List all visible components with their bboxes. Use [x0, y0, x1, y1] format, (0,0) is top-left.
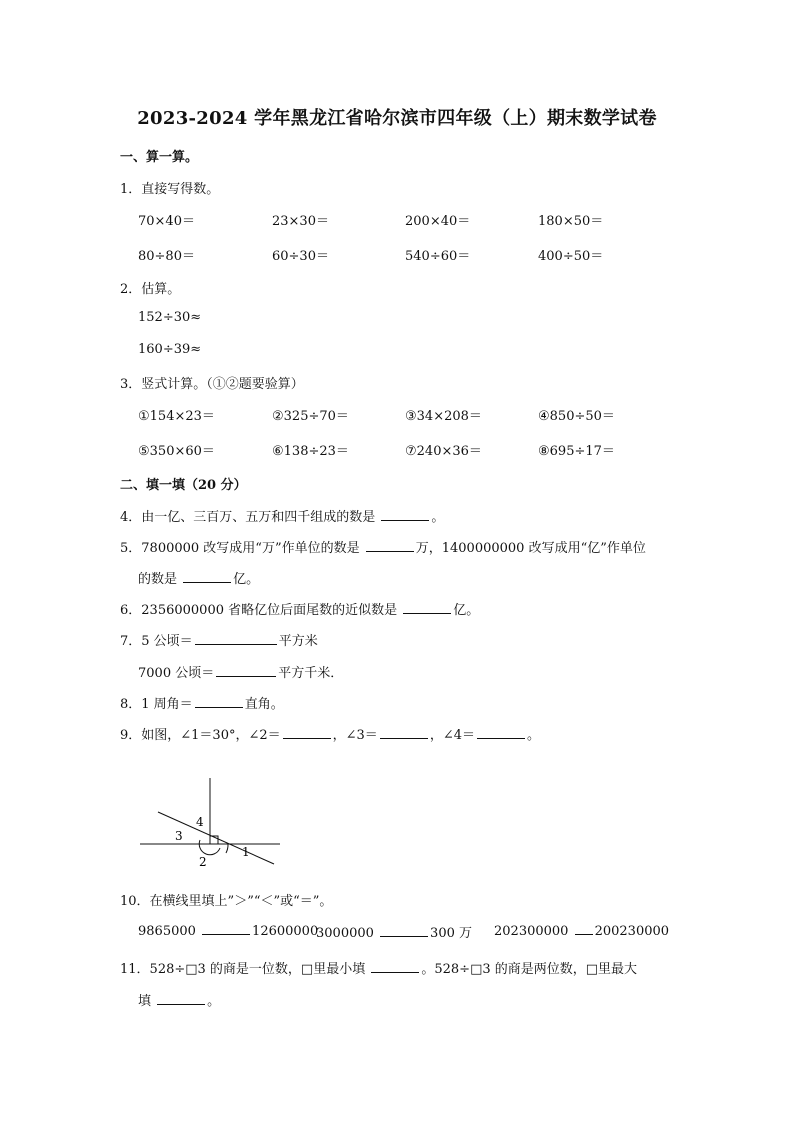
q9-end: 。 — [526, 728, 540, 743]
q10-item — [316, 922, 472, 941]
q4 — [120, 506, 444, 525]
answer-blank[interactable] — [371, 960, 419, 973]
q7-line2-unit: 平方千米． — [278, 666, 344, 681]
answer-blank[interactable] — [195, 695, 243, 708]
q1-item: 400÷50＝ — [538, 249, 604, 264]
compare-right: 300 万 — [430, 926, 472, 941]
q5-line2 — [138, 568, 259, 587]
compare-left: 202300000 — [494, 924, 569, 939]
compare-left: 3000000 — [316, 926, 374, 941]
answer-blank[interactable] — [403, 601, 451, 614]
q9-text: 9．如图，∠1＝30°，∠2＝ — [120, 728, 281, 743]
section-2-heading: 二、填一填（20 分） — [120, 478, 247, 493]
q7-unit: 平方米 — [278, 634, 318, 649]
q3-item: ④850÷50＝ — [538, 409, 615, 424]
angle-label-1: 1 — [242, 845, 250, 859]
q10-item — [494, 922, 669, 939]
q3-item: ⑤350×60＝ — [138, 444, 215, 459]
answer-blank[interactable] — [366, 539, 414, 552]
q1-item: 180×50＝ — [538, 214, 604, 229]
answer-blank[interactable] — [202, 922, 250, 935]
q8 — [120, 693, 284, 712]
angle-figure — [138, 776, 283, 872]
angle-label-2: 2 — [199, 855, 207, 869]
q3-item: ①154×23＝ — [138, 409, 215, 424]
q2-item: 152÷30≈ — [138, 310, 202, 325]
q11-line2-end: 。 — [207, 994, 221, 1009]
q7-line2 — [138, 662, 343, 681]
answer-blank[interactable] — [283, 726, 331, 739]
q7-line2-text: 7000 公顷＝ — [138, 666, 215, 681]
answer-blank[interactable] — [380, 726, 428, 739]
q3-item: ②325÷70＝ — [272, 409, 349, 424]
q7-text: 7．5 公顷＝ — [120, 634, 193, 649]
angle-1-arc — [226, 844, 228, 853]
q6-end: 亿。 — [453, 603, 480, 618]
q3-item: ⑧695÷17＝ — [538, 444, 615, 459]
answer-blank[interactable] — [195, 632, 277, 645]
q10-label: 10．在横线里填上”＞”“＜”或“＝”。 — [120, 894, 333, 909]
q1-item: 540÷60＝ — [405, 249, 471, 264]
q11 — [120, 958, 637, 977]
q1-item: 60÷30＝ — [272, 249, 329, 264]
compare-right: 200230000 — [594, 924, 670, 939]
section-1-heading: 一、算一算。 — [120, 150, 199, 165]
answer-blank[interactable] — [380, 924, 428, 937]
q8-text: 8．1 周角＝ — [120, 697, 193, 712]
q4-text: 4．由一亿、三百万、五万和四千组成的数是 — [120, 510, 376, 525]
compare-left: 9865000 — [138, 924, 196, 939]
q5-line2-text: 的数是 — [138, 572, 178, 587]
q1-item: 70×40＝ — [138, 214, 195, 229]
q9-mid1: ，∠3＝ — [332, 728, 378, 743]
q3-item: ⑥138÷23＝ — [272, 444, 349, 459]
answer-blank[interactable] — [157, 992, 205, 1005]
q5 — [120, 537, 646, 556]
q9-mid2: ，∠4＝ — [429, 728, 475, 743]
q1-item: 80÷80＝ — [138, 249, 195, 264]
answer-blank[interactable] — [575, 922, 593, 935]
q5-line2-end: 亿。 — [233, 572, 260, 587]
angle-label-3: 3 — [175, 829, 183, 843]
q11-line2-text: 填 — [138, 994, 152, 1009]
q3-item: ⑦240×36＝ — [405, 444, 482, 459]
q4-end: 。 — [431, 510, 445, 525]
q11-mid-text: 。528÷□3 的商是两位数，□里最大 — [421, 962, 638, 977]
angle-label-4: 4 — [196, 815, 204, 829]
compare-right: 12600000 — [252, 924, 319, 939]
q9 — [120, 724, 540, 743]
q8-end: 直角。 — [244, 697, 284, 712]
q3-item: ③34×208＝ — [405, 409, 482, 424]
q1-item: 200×40＝ — [405, 214, 471, 229]
page-title: 2023-2024 学年黑龙江省哈尔滨市四年级（上）期末数学试卷 — [137, 108, 657, 129]
q11-line2 — [138, 990, 220, 1009]
q6 — [120, 599, 479, 618]
answer-blank[interactable] — [216, 664, 276, 677]
q10-item — [138, 922, 318, 939]
answer-blank[interactable] — [477, 726, 525, 739]
q5-mid-text: 万，1400000000 改写成用“亿”作单位 — [415, 541, 646, 556]
q2-label: 2．估算。 — [120, 282, 181, 297]
q7 — [120, 630, 318, 649]
q3-label: 3．竖式计算。（①②题要验算） — [120, 377, 304, 392]
q11-text: 11．528÷□3 的商是一位数，□里最小填 — [120, 962, 366, 977]
q6-text: 6．2356000000 省略亿位后面尾数的近似数是 — [120, 603, 398, 618]
answer-blank[interactable] — [183, 570, 231, 583]
q5-text: 5．7800000 改写成用“万”作单位的数是 — [120, 541, 360, 556]
q1-label: 1．直接写得数。 — [120, 182, 220, 197]
q1-item: 23×30＝ — [272, 214, 329, 229]
answer-blank[interactable] — [381, 508, 429, 521]
q2-item: 160÷39≈ — [138, 342, 202, 357]
